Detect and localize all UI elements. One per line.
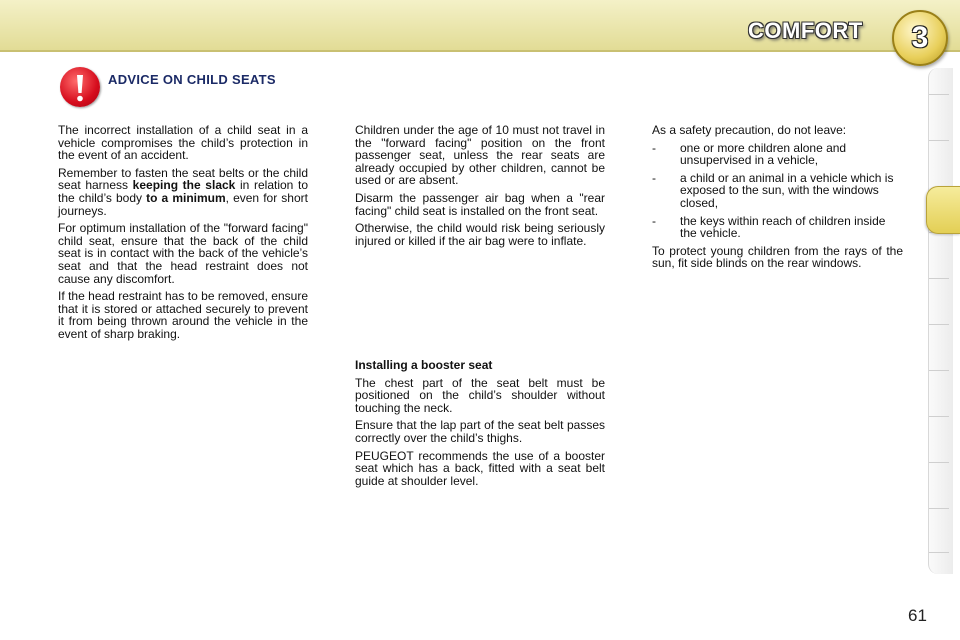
text-column-middle bbox=[355, 124, 605, 252]
tab-divider bbox=[929, 552, 949, 553]
paragraph: As a safety precaution, do not leave: bbox=[652, 123, 847, 137]
emphasis: keeping the slack bbox=[132, 178, 236, 193]
chapter-title: COMFORT bbox=[748, 18, 863, 43]
paragraph: Disarm the passenger air bag when a "rear facing" child seat is installed on the front seat. bbox=[355, 190, 605, 218]
paragraph: Children under the age of 10 must not travel in the "forward facing" position on the front passenger seat, unless the rear seats are already occupied by other children, cannot be used or are absent. bbox=[355, 123, 605, 188]
list-item-text: the keys within reach of children inside the vehicle. bbox=[680, 213, 886, 241]
tab-divider bbox=[929, 140, 949, 141]
tab-divider bbox=[929, 462, 949, 463]
page-number: 61 bbox=[908, 606, 927, 625]
list-item bbox=[652, 215, 903, 240]
paragraph: The chest part of the seat belt must be positioned on the child’s shoulder without touching the neck. bbox=[355, 375, 605, 415]
bullet-dash: - bbox=[652, 170, 656, 185]
chapter-number-badge bbox=[892, 10, 948, 66]
exclamation-icon bbox=[60, 67, 100, 107]
tab-divider bbox=[929, 324, 949, 325]
list-item-text: a child or an animal in a vehicle which is exposed to the sun, with the windows closed, bbox=[680, 170, 894, 210]
booster-seat-section bbox=[355, 359, 605, 492]
subsection-heading: Installing a booster seat bbox=[355, 358, 493, 372]
text-column-left bbox=[58, 124, 308, 346]
text-run: , even for short journeys. bbox=[58, 190, 308, 218]
chapter-number: 3 bbox=[911, 21, 929, 54]
tab-divider bbox=[929, 94, 949, 95]
tab-divider bbox=[929, 416, 949, 417]
text-run: in relation to the child’s body bbox=[58, 178, 308, 205]
paragraph: PEUGEOT recommends the use of a booster seat which has a back, fitted with a seat belt guide at shoulder level. bbox=[355, 448, 605, 488]
text-run: Remember to fasten the seat belts or the child seat harness bbox=[58, 165, 308, 193]
list-item bbox=[652, 172, 903, 210]
paragraph: If the head restraint has to be removed, ensure that it is stored or attached securely to prevent it from being thrown around the vehicle in the event of sharp braking. bbox=[58, 289, 308, 341]
chapter-tab-active[interactable] bbox=[926, 186, 960, 234]
chapter-tabs bbox=[928, 68, 953, 574]
tab-divider bbox=[929, 278, 949, 279]
paragraph: For optimum installation of the "forward facing" child seat, ensure that the back of the child seat is in contact with the back of the vehicle’s seat and that the head restraint does not cause any discomfort. bbox=[58, 221, 308, 286]
paragraph: Otherwise, the child would risk being seriously injured or killed if the air bag were to inflate. bbox=[355, 221, 605, 248]
bullet-dash: - bbox=[652, 213, 656, 228]
tab-divider bbox=[929, 370, 949, 371]
text-column-right bbox=[652, 124, 903, 275]
bullet-dash: - bbox=[652, 140, 656, 155]
section-title: ADVICE ON CHILD SEATS bbox=[108, 72, 276, 87]
tab-divider bbox=[929, 508, 949, 509]
list-item-text: one or more children alone and unsupervised in a vehicle, bbox=[680, 140, 847, 168]
paragraph: Ensure that the lap part of the seat belt passes correctly over the child’s thighs. bbox=[355, 418, 605, 445]
paragraph: The incorrect installation of a child seat in a vehicle compromises the child’s protection in the event of an accident. bbox=[58, 123, 308, 163]
paragraph bbox=[58, 167, 308, 217]
paragraph: To protect young children from the rays of the sun, fit side blinds on the rear windows. bbox=[652, 243, 903, 271]
emphasis: to a minimum bbox=[146, 190, 226, 205]
list-item bbox=[652, 142, 903, 167]
